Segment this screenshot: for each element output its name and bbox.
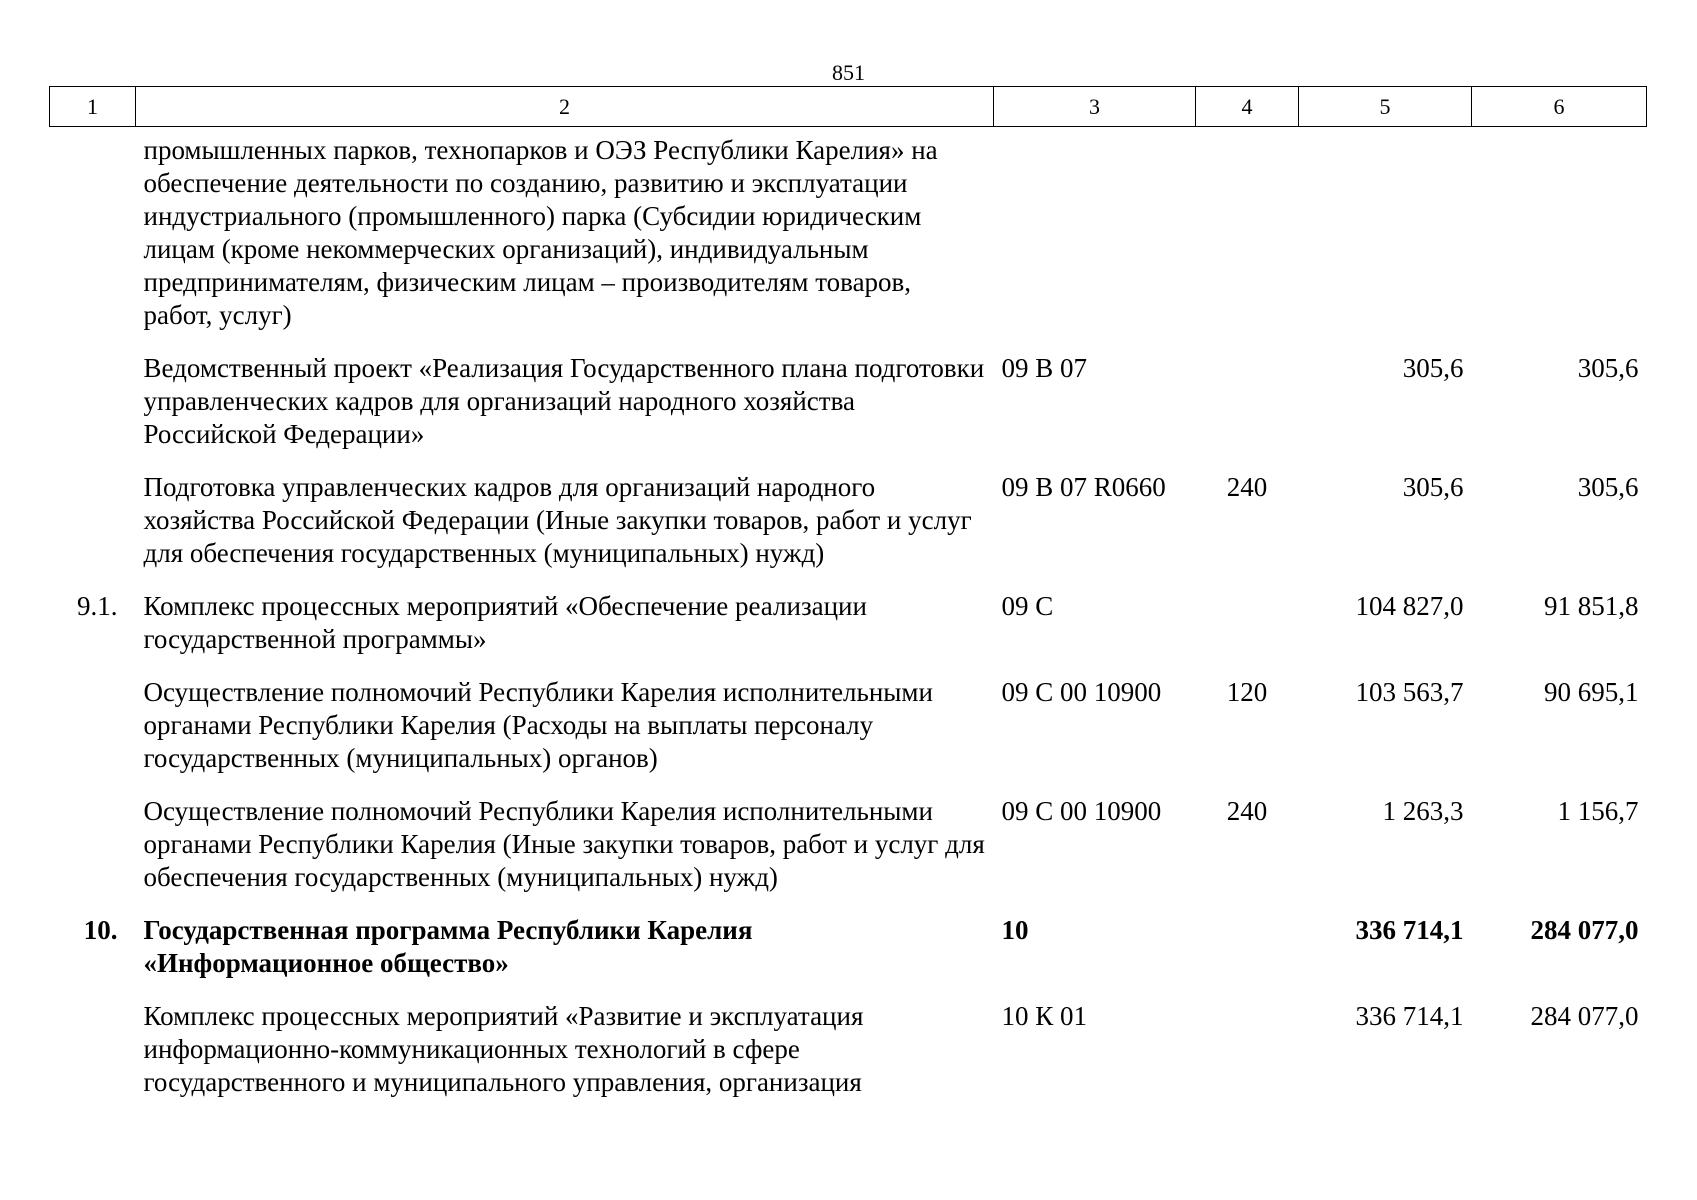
row-number xyxy=(50,784,136,903)
row-expense-type xyxy=(1196,341,1299,460)
row-code: 09 С xyxy=(1001,591,1054,621)
row-sum-col6 xyxy=(1472,127,1647,342)
row-sum-col6: 1 156,7 xyxy=(1557,796,1639,826)
row-number: 10. xyxy=(83,915,118,945)
row-number xyxy=(50,127,136,342)
row-expense-type xyxy=(1196,903,1299,989)
row-sum-col6: 91 851,8 xyxy=(1544,591,1639,621)
header-col-4: 4 xyxy=(1196,87,1299,127)
header-row xyxy=(50,87,1647,127)
row-sum-col5: 305,6 xyxy=(1402,353,1464,383)
table-row-program xyxy=(50,903,1647,989)
header-col-6: 6 xyxy=(1472,87,1647,127)
page-number: 851 xyxy=(832,60,865,85)
budget-table xyxy=(49,86,1647,1108)
row-sum-col5: 104 827,0 xyxy=(1355,591,1464,621)
row-name: Осуществление полномочий Республики Карелия исполнительными органами Республики Карелия (Иные закупки товаров, работ и услуг для обеспечения государственных (муниципальных) нужд) xyxy=(143,796,985,892)
row-name: Государственная программа Республики Карелия «Информационное общество» xyxy=(143,915,753,978)
row-sum-col5 xyxy=(1299,127,1472,342)
row-number xyxy=(50,989,136,1108)
row-sum-col5: 336 714,1 xyxy=(1355,915,1464,945)
header-col-2: 2 xyxy=(136,87,994,127)
row-name: Подготовка управленческих кадров для организаций народного хозяйства Российской Федерации (Иные закупки товаров, работ и услуг для обеспечения государственных (муниципальных) нужд) xyxy=(143,472,972,568)
row-code: 09 В 07 R0660 xyxy=(1001,472,1166,502)
row-expense-type: 240 xyxy=(1226,796,1268,826)
row-sum-col6: 305,6 xyxy=(1577,472,1639,502)
table-row xyxy=(50,665,1647,784)
row-code xyxy=(994,127,1196,342)
row-code: 09 С 00 10900 xyxy=(1001,677,1162,707)
row-code: 09 В 07 xyxy=(1001,353,1088,383)
row-code: 10 К 01 xyxy=(1001,1001,1088,1031)
row-name: Комплекс процессных мероприятий «Развитие и эксплуатация информационно-коммуникационных технологий в сфере государственного и муниципального управления, организация xyxy=(143,1001,864,1097)
table-row xyxy=(50,127,1647,342)
row-sum-col6: 90 695,1 xyxy=(1544,677,1639,707)
header-col-5: 5 xyxy=(1299,87,1472,127)
row-sum-col5: 1 263,3 xyxy=(1382,796,1464,826)
row-number xyxy=(50,665,136,784)
table-row xyxy=(50,989,1647,1108)
row-sum-col5: 336 714,1 xyxy=(1355,1001,1464,1031)
row-sum-col5: 305,6 xyxy=(1402,472,1464,502)
row-expense-type xyxy=(1196,989,1299,1108)
row-expense-type xyxy=(1196,579,1299,665)
row-sum-col5: 103 563,7 xyxy=(1355,677,1464,707)
row-name: промышленных парков, технопарков и ОЭЗ Республики Карелия» на обеспечение деятельности по созданию, развитию и эксплуатации индустриального (промышленного) парка (Субсидии юридическим лицам (кроме некоммерческих организаций), индивидуальным предпринимателям, физическим лицам – производителям товаров, работ, услуг) xyxy=(143,135,938,330)
table-row xyxy=(50,460,1647,579)
row-number xyxy=(50,460,136,579)
row-code: 10 xyxy=(1001,915,1029,945)
row-sum-col6: 284 077,0 xyxy=(1530,915,1639,945)
header-col-3: 3 xyxy=(994,87,1196,127)
row-name: Осуществление полномочий Республики Карелия исполнительными органами Республики Карелия (Расходы на выплаты персоналу государственных (муниципальных) органов) xyxy=(143,677,933,773)
row-code: 09 С 00 10900 xyxy=(1001,796,1162,826)
row-sum-col6: 305,6 xyxy=(1577,353,1639,383)
header-col-1: 1 xyxy=(50,87,136,127)
table-row xyxy=(50,579,1647,665)
table-row xyxy=(50,341,1647,460)
row-sum-col6: 284 077,0 xyxy=(1530,1001,1639,1031)
row-expense-type xyxy=(1196,127,1299,342)
row-expense-type: 240 xyxy=(1226,472,1268,502)
row-number xyxy=(50,341,136,460)
row-expense-type: 120 xyxy=(1226,677,1268,707)
row-number: 9.1. xyxy=(77,591,118,621)
row-name: Ведомственный проект «Реализация Государственного плана подготовки управленческих кадров для организаций народного хозяйства Российской Федерации» xyxy=(143,353,985,449)
row-name: Комплекс процессных мероприятий «Обеспечение реализации государственной программы» xyxy=(143,591,867,654)
table-row xyxy=(50,784,1647,903)
